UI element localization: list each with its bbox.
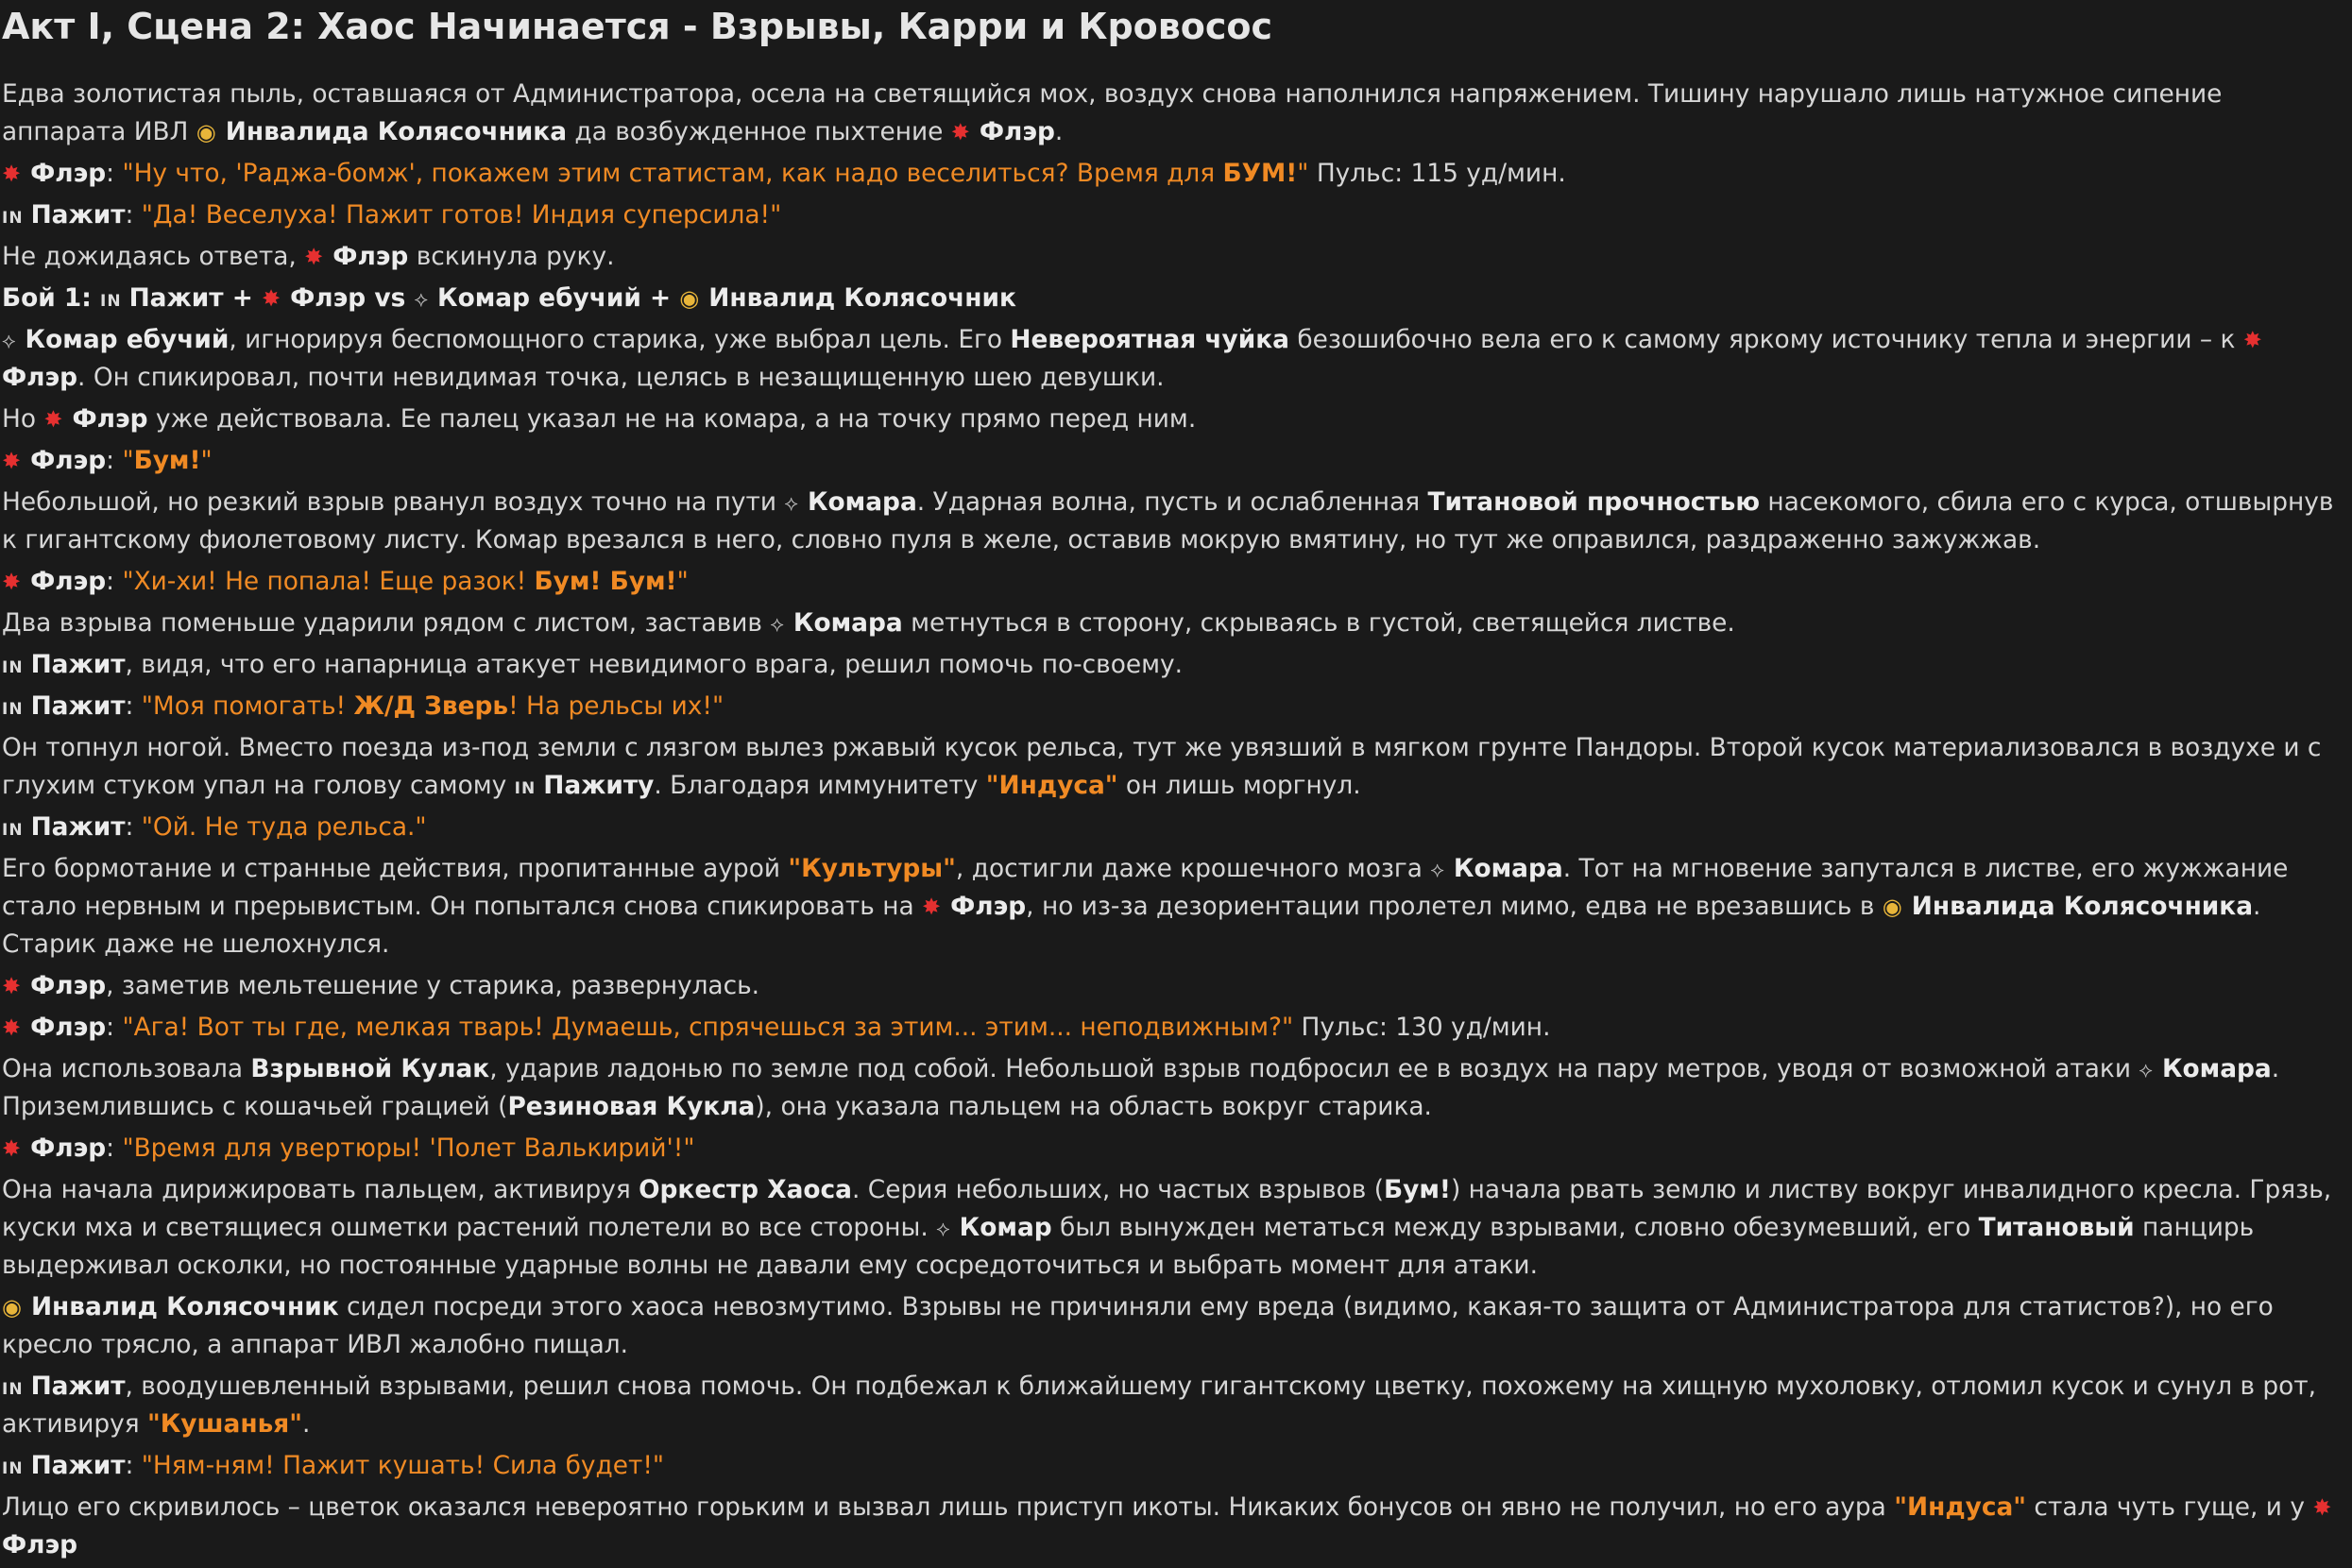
text-segment: Лицо его скривилось – цветок оказался невероятно горьким и вызвал лишь приступ икоты. Никаких бонусов он явно не получил, но его аура [2,1492,1895,1522]
text-segment: Она начала дирижировать пальцем, активируя [2,1175,639,1204]
bold-text: Флэр [30,567,107,596]
text-segment: сидел посреди этого хаоса невозмутимо. Взрывы не причиняли ему вреда (видимо, какая-то защита от Администратора для статистов?), но его кресло трясло, а аппарат ИВЛ жалобно пищал. [2,1292,2274,1359]
story-paragraph [2,1288,2350,1364]
story-paragraph [2,484,2350,559]
highlight-term: "Индуса" [985,771,1118,800]
text-segment: Два взрыва поменьше ударили рядом с листом, заставив [2,608,771,638]
old-man-icon: ◉ [1882,894,1902,920]
quote-text: "Да! Веселуха! Пажит готов! Индия суперсила!" [141,200,782,230]
bold-text: Оркестр Хаоса [639,1175,852,1204]
explosion-icon: ✸ [2,569,22,595]
bold-text: Комар ебучий + [437,283,680,313]
old-man-icon: ◉ [2,1294,22,1321]
story-paragraph [2,967,2350,1005]
bold-text: Флэр [30,446,107,475]
bold-text: Инвалид Колясочник [30,1292,339,1321]
story-paragraph [2,155,2350,193]
mosquito-icon: ⟡ [784,492,798,516]
text-segment: Пульс: 130 уд/мин. [1293,1013,1551,1042]
quote-text: " [122,446,134,475]
bold-text: Флэр vs [290,283,415,313]
bold-text: Комара [807,487,917,517]
bold-text: Инвалид Колясочник [708,283,1016,313]
bold-text: Невероятная чуйка [1010,325,1289,354]
text-segment: : [106,159,123,188]
explosion-icon: ✸ [2242,327,2262,353]
text-segment: стала чуть гуще, и у [2026,1492,2313,1522]
story-paragraph [2,1050,2350,1126]
text-segment: : [125,812,142,842]
story-paragraph [2,321,2350,397]
text-segment: Едва золотистая пыль, оставшаяся от Администратора, осела на светящийся мох, воздух снова наполнился напряжением. Тишину нарушало лишь натужное сипение аппарата ИВЛ [2,79,2223,146]
text-segment: ) начала рвать землю и листву вокруг инвалидного кресла. Грязь, куски мха и светящиеся ошметки растений полетели во все стороны. [2,1175,2332,1242]
bold-text: Флэр [30,971,107,1000]
bold-text: Флэр [979,117,1055,146]
explosion-icon: ✸ [2,973,22,999]
text-segment: вскинула руку. [408,242,615,271]
bold-text: Пажит + [128,283,263,313]
india-flag-icon: IN [2,700,24,719]
story-paragraph [2,1368,2350,1443]
bold-text: Инвалида Колясочника [1911,892,2254,921]
bold-text: Пажит [30,691,126,721]
text-segment: , воодушевленный взрывами, решил снова помочь. Он подбежал к ближайшему гигантскому цветку, похожему на хищную мухоловку, отломил кусок и сунул в рот, активируя [2,1372,2317,1439]
text-segment: . Он спикировал, почти невидимая точка, целясь в незащищенную шею девушки. [77,363,1165,392]
text-segment: ), она указала пальцем на область вокруг старика. [755,1092,1432,1121]
bold-text: Пажит [30,1451,126,1480]
bold-text: Комара [2161,1054,2272,1083]
mosquito-icon: ⟡ [1430,859,1444,882]
text-segment: . Серия небольших, но частых взрывов ( [852,1175,1385,1204]
bold-text: Флэр [2,363,78,392]
story-paragraph [2,809,2350,846]
explosion-icon: ✸ [2,161,22,187]
india-flag-icon: IN [514,779,537,798]
quote-bold-text: Бум! Бум! [534,567,677,596]
text-segment: . Ударная волна, пусть и ослабленная [916,487,1428,517]
text-segment: Небольшой, но резкий взрыв рванул воздух точно на пути [2,487,785,517]
text-segment: , заметив мельтешение у старика, развернулась. [106,971,760,1000]
story-paragraph [2,850,2350,963]
story-paragraph [2,1489,2350,1564]
text-segment: панцирь выдерживал осколки, но постоянные ударные волны не давали ему сосредоточиться и выбрать момент для атаки. [2,1213,2255,1280]
text-segment: . [1054,117,1064,146]
quote-text: " [1297,159,1309,188]
text-segment: он лишь моргнул. [1117,771,1361,800]
text-segment: был вынужден метаться между взрывами, словно обезумевший, его [1051,1213,1979,1242]
bold-text: Пажит [30,650,126,679]
text-segment: Он топнул ногой. Вместо поезда из-под земли с лязгом вылез ржавый кусок рельса, тут же увязший в мягком грунте Пандоры. Второй кусок материализовался в воздухе и с глухим стуком упал на голову самому [2,733,2322,800]
bold-text: Взрывной Кулак [250,1054,490,1083]
bold-text: Пажит [30,812,126,842]
highlight-term: "Культуры" [788,854,956,883]
text-segment: , но из-за дезориентации пролетел мимо, едва не врезавшись в [1026,892,1883,921]
text-segment: , видя, что его напарница атакует невидимого врага, решил помочь по-своему. [125,650,1184,679]
text-segment: , ударив ладонью по земле под собой. Небольшой взрыв подбросил ее в воздух на пару метров, уводя от возможной атаки [489,1054,2139,1083]
quote-text: "Время для увертюры! 'Полет Валькирий'!" [122,1133,695,1163]
text-segment: : [125,200,142,230]
quote-bold-text: БУМ! [1222,159,1298,188]
story-paragraph [2,646,2350,684]
bold-text: Комара [793,608,903,638]
explosion-icon: ✸ [2,1135,22,1162]
bold-text: Инвалида Колясочника [225,117,568,146]
text-segment: Пульс: 115 уд/мин. [1308,159,1566,188]
text-segment: . [301,1409,311,1439]
story-paragraph [2,563,2350,601]
bold-text: Флэр [30,1133,107,1163]
story-paragraph [2,1171,2350,1285]
text-segment: . Тот на мгновение запутался в листве, его жужжание стало нервным и прерывистым. Он попытался снова спикировать на [2,854,2289,921]
quote-text: "Ой. Не туда рельса." [141,812,427,842]
story-paragraph [2,729,2350,805]
bold-text: Пажит [30,1372,126,1401]
mosquito-icon: ⟡ [2139,1059,2153,1082]
story-paragraph [2,76,2350,151]
explosion-icon: ✸ [2,1014,22,1041]
story-paragraph [2,196,2350,234]
quote-text: "Моя помогать! [141,691,354,721]
text-segment: да возбужденное пыхтение [567,117,951,146]
bold-text: Бой 1: [2,283,101,313]
explosion-icon: ✸ [950,119,970,145]
page-title: Акт I, Сцена 2: Хаос Начинается - Взрывы, Карри и Кровосос [2,6,1273,47]
old-man-icon: ◉ [679,285,700,312]
bold-text: Пажиту [543,771,655,800]
quote-text: "Ага! Вот ты где, мелкая тварь! Думаешь, спрячешься за этим... этим... неподвижным?" [122,1013,1294,1042]
text-segment: . Старик даже не шелохнулся. [2,892,2261,959]
bold-text: Титановой прочностью [1427,487,1761,517]
bold-text: Пажит [30,200,126,230]
text-segment: . Приземлившись с кошачьей грацией ( [2,1054,2280,1121]
story-paragraph [2,280,2350,317]
bold-text: Флэр [30,1013,107,1042]
text-segment: : [106,567,123,596]
text-segment: . Благодаря иммунитету [654,771,986,800]
bold-text: Резиновая Кукла [507,1092,756,1121]
story-body [2,76,2350,1564]
text-segment: : [106,446,123,475]
mosquito-icon: ⟡ [770,613,784,637]
old-man-icon: ◉ [196,119,216,145]
quote-text: " [676,567,689,596]
text-segment: : [106,1013,123,1042]
text-segment: Его бормотание и странные действия, пропитанные аурой [2,854,789,883]
text-segment: безошибочно вела его к самому яркому источнику тепла и энергии – к [1288,325,2243,354]
text-segment: , достигли даже крошечного мозга [955,854,1431,883]
explosion-icon: ✸ [2312,1494,2332,1521]
india-flag-icon: IN [2,821,24,840]
text-segment: : [125,691,142,721]
india-flag-icon: IN [2,209,24,228]
text-segment: уже действовала. Ее палец указал не на комара, а на точку прямо перед ним. [147,404,1197,434]
bold-text: Флэр [72,404,148,434]
text-segment: : [106,1133,123,1163]
explosion-icon: ✸ [304,244,324,270]
story-paragraph [2,688,2350,725]
quote-text: "Ну что, 'Раджа-бомж', покажем этим статистам, как надо веселиться? Время для [122,159,1223,188]
india-flag-icon: IN [2,1380,24,1399]
mosquito-icon: ⟡ [936,1218,950,1241]
mosquito-icon: ⟡ [2,330,16,353]
explosion-icon: ✸ [43,406,63,433]
quote-text: "Ням-ням! Пажит кушать! Сила будет!" [141,1451,665,1480]
india-flag-icon: IN [2,658,24,677]
bold-text: Комар ебучий [25,325,230,354]
text-segment: , игнорируя беспомощного старика, уже выбрал цель. Его [229,325,1011,354]
text-segment: Не дожидаясь ответа, [2,242,305,271]
quote-text: ! На рельсы их!" [508,691,724,721]
bold-text: Флэр [332,242,409,271]
bold-text: Бум! [1384,1175,1451,1204]
text-segment: насекомого, сбила его с курса, отшвырнув к гигантскому фиолетовому листу. Комар врезался в него, словно пуля в желе, оставив мокрую вмятину, но тут же оправился, раздраженно зажужжав. [2,487,2334,554]
quote-bold-text: Бум! [133,446,201,475]
quote-bold-text: Ж/Д Зверь [353,691,509,721]
quote-text: "Хи-хи! Не попала! Еще разок! [122,567,535,596]
text-segment: Она использовала [2,1054,251,1083]
story-paragraph [2,1447,2350,1485]
text-segment: : [125,1451,142,1480]
explosion-icon: ✸ [262,285,281,312]
explosion-icon: ✸ [2,448,22,474]
story-paragraph [2,1130,2350,1167]
bold-text: Комара [1453,854,1563,883]
story-paragraph [2,1009,2350,1047]
quote-text: " [200,446,213,475]
mosquito-icon: ⟡ [414,288,429,312]
bold-text: Флэр [2,1530,78,1559]
text-segment: метнуться в сторону, скрываясь в густой, светящейся листве. [902,608,1735,638]
bold-text: Комар [959,1213,1052,1242]
text-segment: Но [2,404,44,434]
explosion-icon: ✸ [922,894,942,920]
india-flag-icon: IN [100,292,122,311]
highlight-term: "Индуса" [1894,1492,2027,1522]
story-paragraph [2,401,2350,438]
bold-text: Флэр [950,892,1027,921]
story-paragraph [2,605,2350,642]
story-paragraph [2,442,2350,480]
highlight-term: "Кушанья" [146,1409,302,1439]
bold-text: Титановый [1978,1213,2135,1242]
bold-text: Флэр [30,159,107,188]
story-paragraph [2,238,2350,276]
india-flag-icon: IN [2,1459,24,1478]
